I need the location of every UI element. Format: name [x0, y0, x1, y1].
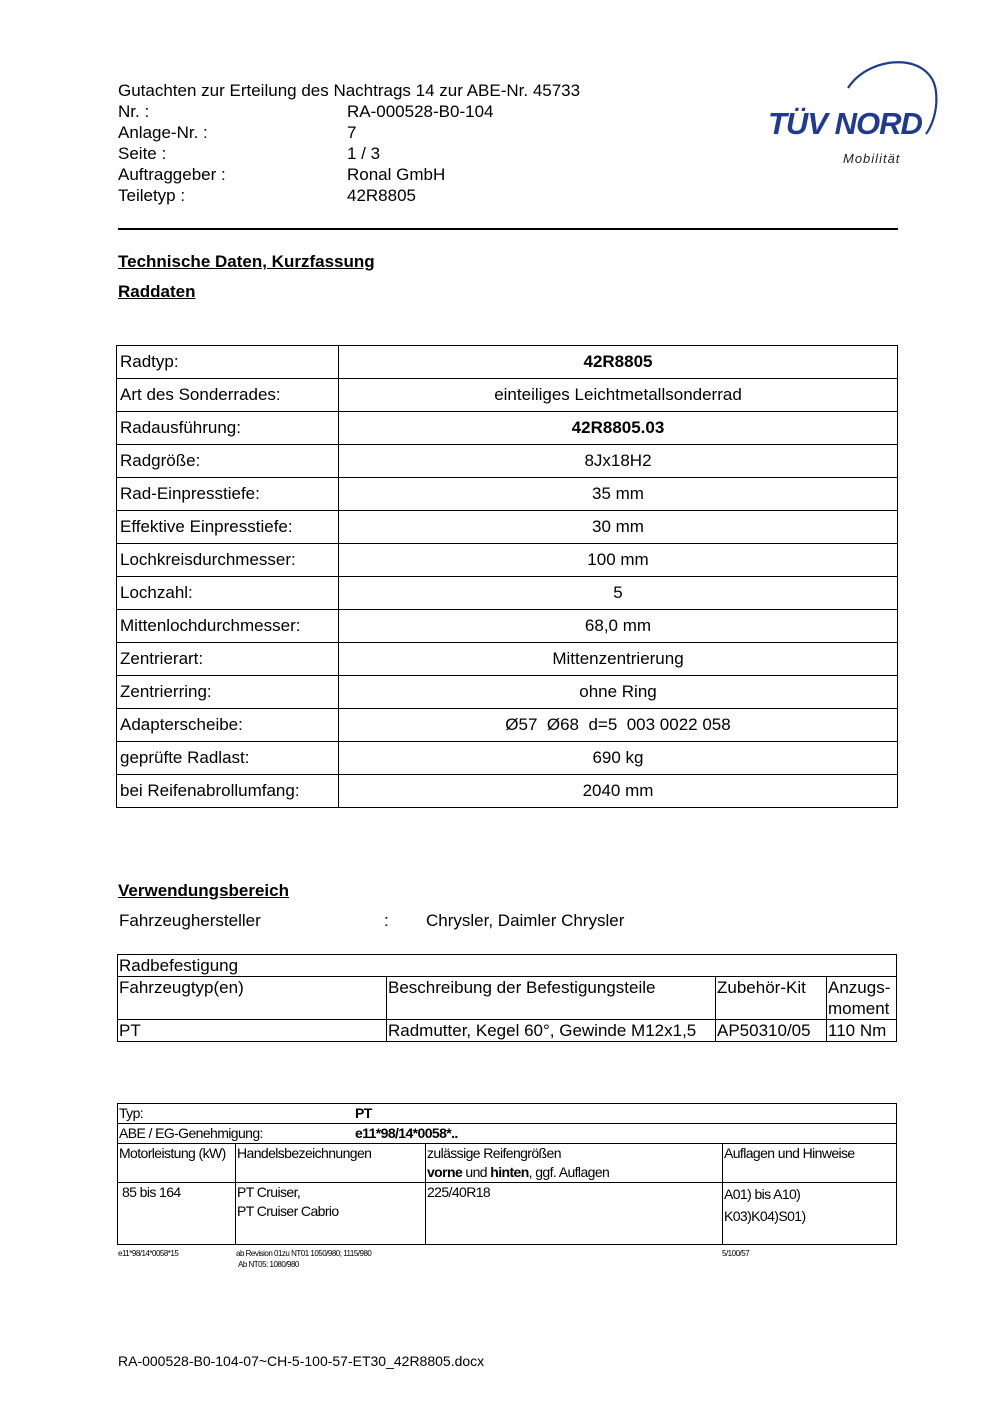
- note-left: e11*98/14*0058*15: [118, 1249, 179, 1258]
- section-title: Technische Daten, Kurzfassung: [118, 252, 375, 271]
- table-row: [117, 379, 898, 412]
- header-title: [118, 80, 580, 101]
- header-key: Auftraggeber :: [118, 165, 226, 184]
- table-cell: AP50310/05: [716, 1020, 827, 1042]
- table-cell: 110 Nm: [827, 1020, 897, 1042]
- table-row: [117, 709, 898, 742]
- table-row: [117, 511, 898, 544]
- reifen-header-line1: zulässige Reifengrößen: [427, 1145, 561, 1161]
- document-footer: RA-000528-B0-104-07~CH-5-100-57-ET30_42R8805.docx: [118, 1353, 485, 1369]
- table-row: [117, 577, 898, 610]
- row-key: bei Reifenabrollumfang:: [117, 775, 339, 808]
- reifen-header-auflagen: , ggf. Auflagen: [528, 1164, 610, 1180]
- reifen-header-line2: [427, 1163, 721, 1182]
- raddaten-title: Raddaten: [118, 282, 196, 301]
- abe-row: [118, 1124, 897, 1144]
- table-cell: PT: [118, 1020, 387, 1042]
- header-key: Nr. :: [118, 102, 150, 121]
- table-header-row: [118, 977, 897, 1020]
- table-row: [117, 544, 898, 577]
- table-row: [117, 643, 898, 676]
- table-row: [118, 955, 897, 977]
- header-value: 1 / 3: [347, 144, 381, 163]
- reifen-cell: 225/40R18: [426, 1183, 723, 1245]
- column-header: Auflagen und Hinweise: [723, 1144, 897, 1183]
- table-row: [118, 1183, 897, 1245]
- row-key: Radausführung:: [117, 412, 339, 445]
- row-key: geprüfte Radlast:: [117, 742, 339, 775]
- column-header: Handelsbezeichnungen: [236, 1144, 426, 1183]
- hersteller-label: Fahrzeughersteller: [119, 911, 261, 930]
- table-header-row: [118, 1144, 897, 1183]
- row-key: Lochzahl:: [117, 577, 339, 610]
- handel-line: PT Cruiser Cabrio: [237, 1203, 339, 1219]
- table-row: [117, 610, 898, 643]
- column-header-reifen: [426, 1144, 723, 1183]
- row-key: Effektive Einpresstiefe:: [117, 511, 339, 544]
- verwendung-title: Verwendungsbereich: [118, 881, 289, 900]
- row-key: Radgröße:: [117, 445, 339, 478]
- table-row: [117, 478, 898, 511]
- header-title-text: Gutachten zur Erteilung des Nachtrags 14 zur ABE-Nr. 45733: [118, 81, 581, 100]
- auflagen-line: A01) bis A10): [724, 1186, 801, 1202]
- typ-table: [117, 1103, 897, 1245]
- tuv-nord-logo: [760, 58, 940, 170]
- table-row: [117, 445, 898, 478]
- column-header: Zubehör-Kit: [716, 977, 827, 1020]
- header-value: 42R8805: [347, 186, 417, 205]
- column-header: Fahrzeugtyp(en): [118, 977, 387, 1020]
- row-value: 42R8805: [339, 346, 898, 379]
- header-key: Seite :: [118, 144, 167, 163]
- table-row: [118, 1020, 897, 1042]
- handel-cell: [236, 1183, 426, 1245]
- row-value: 42R8805.03: [339, 412, 898, 445]
- row-value: 30 mm: [339, 511, 898, 544]
- table-cell: Radmutter, Kegel 60°, Gewinde M12x1,5: [387, 1020, 716, 1042]
- row-value: 8Jx18H2: [339, 445, 898, 478]
- row-value: 2040 mm: [339, 775, 898, 808]
- table-row: [118, 1124, 897, 1144]
- table-row: [117, 775, 898, 808]
- header-value: RA-000528-B0-104: [347, 102, 494, 121]
- header-value: Ronal GmbH: [347, 165, 446, 184]
- row-value: einteiliges Leichtmetallsonderrad: [339, 379, 898, 412]
- motor-cell: 85 bis 164: [118, 1183, 236, 1245]
- reifen-header-und: und: [462, 1164, 491, 1180]
- row-value: 5: [339, 577, 898, 610]
- row-value: 100 mm: [339, 544, 898, 577]
- row-value: 690 kg: [339, 742, 898, 775]
- befestigung-table: [117, 954, 897, 1042]
- column-header: Beschreibung der Befestigungsteile: [387, 977, 716, 1020]
- table-row: [117, 346, 898, 379]
- row-value: 35 mm: [339, 478, 898, 511]
- row-key: Zentrierring:: [117, 676, 339, 709]
- auflagen-line: K03)K04)S01): [724, 1208, 806, 1224]
- table-row: [118, 1104, 897, 1124]
- abe-value: e11*98/14*0058*..: [355, 1125, 458, 1141]
- auflagen-cell: [723, 1183, 897, 1245]
- table-row: [117, 676, 898, 709]
- typ-value: PT: [355, 1105, 372, 1121]
- typ-row: [118, 1104, 897, 1124]
- typ-label: Typ:: [119, 1105, 144, 1121]
- logo-wordmark: TÜV NORD: [768, 106, 922, 141]
- hersteller-colon: :: [384, 911, 389, 930]
- befestigung-title: Radbefestigung: [118, 955, 897, 977]
- header-key: Anlage-Nr. :: [118, 123, 208, 142]
- reifen-header-hinten: hinten: [490, 1164, 529, 1180]
- header-value: 7: [347, 123, 357, 142]
- hersteller-value: Chrysler, Daimler Chrysler: [426, 911, 625, 930]
- reifen-header-vorne: vorne: [427, 1164, 463, 1180]
- row-key: Radtyp:: [117, 346, 339, 379]
- header-key: Teiletyp :: [118, 186, 186, 205]
- row-key: Art des Sonderrades:: [117, 379, 339, 412]
- row-value: Mittenzentrierung: [339, 643, 898, 676]
- note-right: 5/100/57: [722, 1249, 750, 1258]
- row-value: ohne Ring: [339, 676, 898, 709]
- column-header: Anzugs-moment: [827, 977, 897, 1020]
- row-key: Rad-Einpresstiefe:: [117, 478, 339, 511]
- logo-subtitle: Mobilität: [843, 151, 901, 166]
- column-header: Motorleistung (kW): [118, 1144, 236, 1183]
- row-value: 68,0 mm: [339, 610, 898, 643]
- header-divider: [118, 228, 898, 230]
- row-value: Ø57 Ø68 d=5 003 0022 058: [339, 709, 898, 742]
- handel-line: PT Cruiser,: [237, 1184, 301, 1200]
- row-key: Lochkreisdurchmesser:: [117, 544, 339, 577]
- table-row: [117, 412, 898, 445]
- note-mid-1: ab Revision 01zu NT01 1050/980; 1115/980: [236, 1249, 372, 1258]
- abe-label: ABE / EG-Genehmigung:: [119, 1125, 263, 1141]
- row-key: Mittenlochdurchmesser:: [117, 610, 339, 643]
- raddaten-table: [116, 345, 898, 808]
- row-key: Zentrierart:: [117, 643, 339, 676]
- row-key: Adapterscheibe:: [117, 709, 339, 742]
- note-mid-2: Ab NT05: 1080/980: [238, 1260, 299, 1269]
- table-row: [117, 742, 898, 775]
